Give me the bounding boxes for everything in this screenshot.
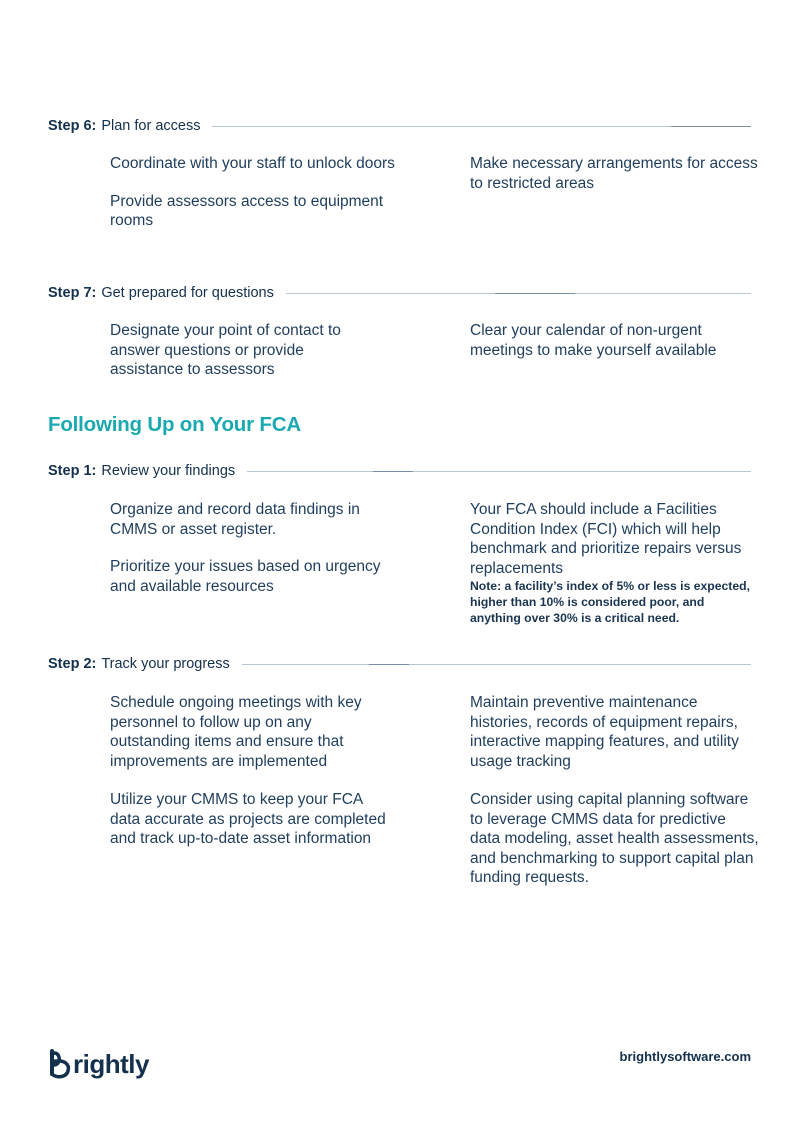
brightly-wordmark: rightly <box>73 1049 149 1079</box>
step-1-right-column <box>470 500 750 626</box>
step-number: Step 1: <box>48 463 97 479</box>
bullet-text: Consider using capital planning software to leverage CMMS data for predictive data modeling, asset health assessments, and benchmarking to support capital plan funding requests. <box>470 791 759 886</box>
bullet-text: Organize and record data findings in CMMS or asset register. <box>110 501 360 538</box>
divider <box>242 664 751 665</box>
step-title: Get prepared for questions <box>101 285 274 301</box>
step-6-right-column <box>470 154 760 193</box>
step-2-header <box>48 655 751 673</box>
website-link[interactable]: brightlysoftware.com <box>619 1049 751 1064</box>
step-1-header <box>48 462 751 480</box>
step-7-left-column <box>110 321 360 380</box>
divider <box>286 293 751 294</box>
bullet-text: Schedule ongoing meetings with key personnel to follow up on any outstanding items and ensure that improvements are implemented <box>110 694 362 770</box>
bullet-text: Provide assessors access to equipment rooms <box>110 192 384 229</box>
bullet-text: Clear your calendar of non-urgent meetings to make yourself available <box>470 322 717 359</box>
divider <box>247 471 751 472</box>
divider <box>212 126 751 127</box>
step-7-header <box>48 284 751 302</box>
bullet-text: Make necessary arrangements for access to restricted areas <box>470 155 758 192</box>
step-6-left-column <box>110 154 410 231</box>
bullet-text: Designate your point of contact to answer questions or provide assistance to assessors <box>110 322 341 378</box>
step-title: Plan for access <box>101 118 201 134</box>
step-title: Track your progress <box>101 656 230 672</box>
step-2-right-column <box>470 693 760 888</box>
section-heading: Following Up on Your FCA <box>48 413 301 436</box>
step-6-header <box>48 117 751 135</box>
bullet-text: Coordinate with your staff to unlock doors <box>110 155 395 172</box>
step-number: Step 7: <box>48 285 97 301</box>
brightly-logo-icon <box>48 1048 74 1080</box>
step-title: Review your findings <box>101 463 236 479</box>
step-2-left-column <box>110 693 395 849</box>
step-7-right-column <box>470 321 760 360</box>
step-number: Step 2: <box>48 656 97 672</box>
step-number: Step 6: <box>48 118 97 134</box>
bullet-text: Your FCA should include a Facilities Condition Index (FCI) which will help benchmark and prioritize repairs versus replacements <box>470 501 742 577</box>
bullet-text: Prioritize your issues based on urgency and available resources <box>110 558 381 595</box>
fci-note: Note: a facility’s index of 5% or less is expected, higher than 10% is considered poor, and anything over 30% is a critical need. <box>470 579 750 625</box>
step-1-left-column <box>110 500 405 596</box>
brightly-logo <box>48 1048 149 1080</box>
bullet-text: Maintain preventive maintenance histories, records of equipment repairs, interactive mapping features, and utility usage tracking <box>470 694 739 770</box>
bullet-text: Utilize your CMMS to keep your FCA data accurate as projects are completed and track up-to-date asset information <box>110 791 386 847</box>
